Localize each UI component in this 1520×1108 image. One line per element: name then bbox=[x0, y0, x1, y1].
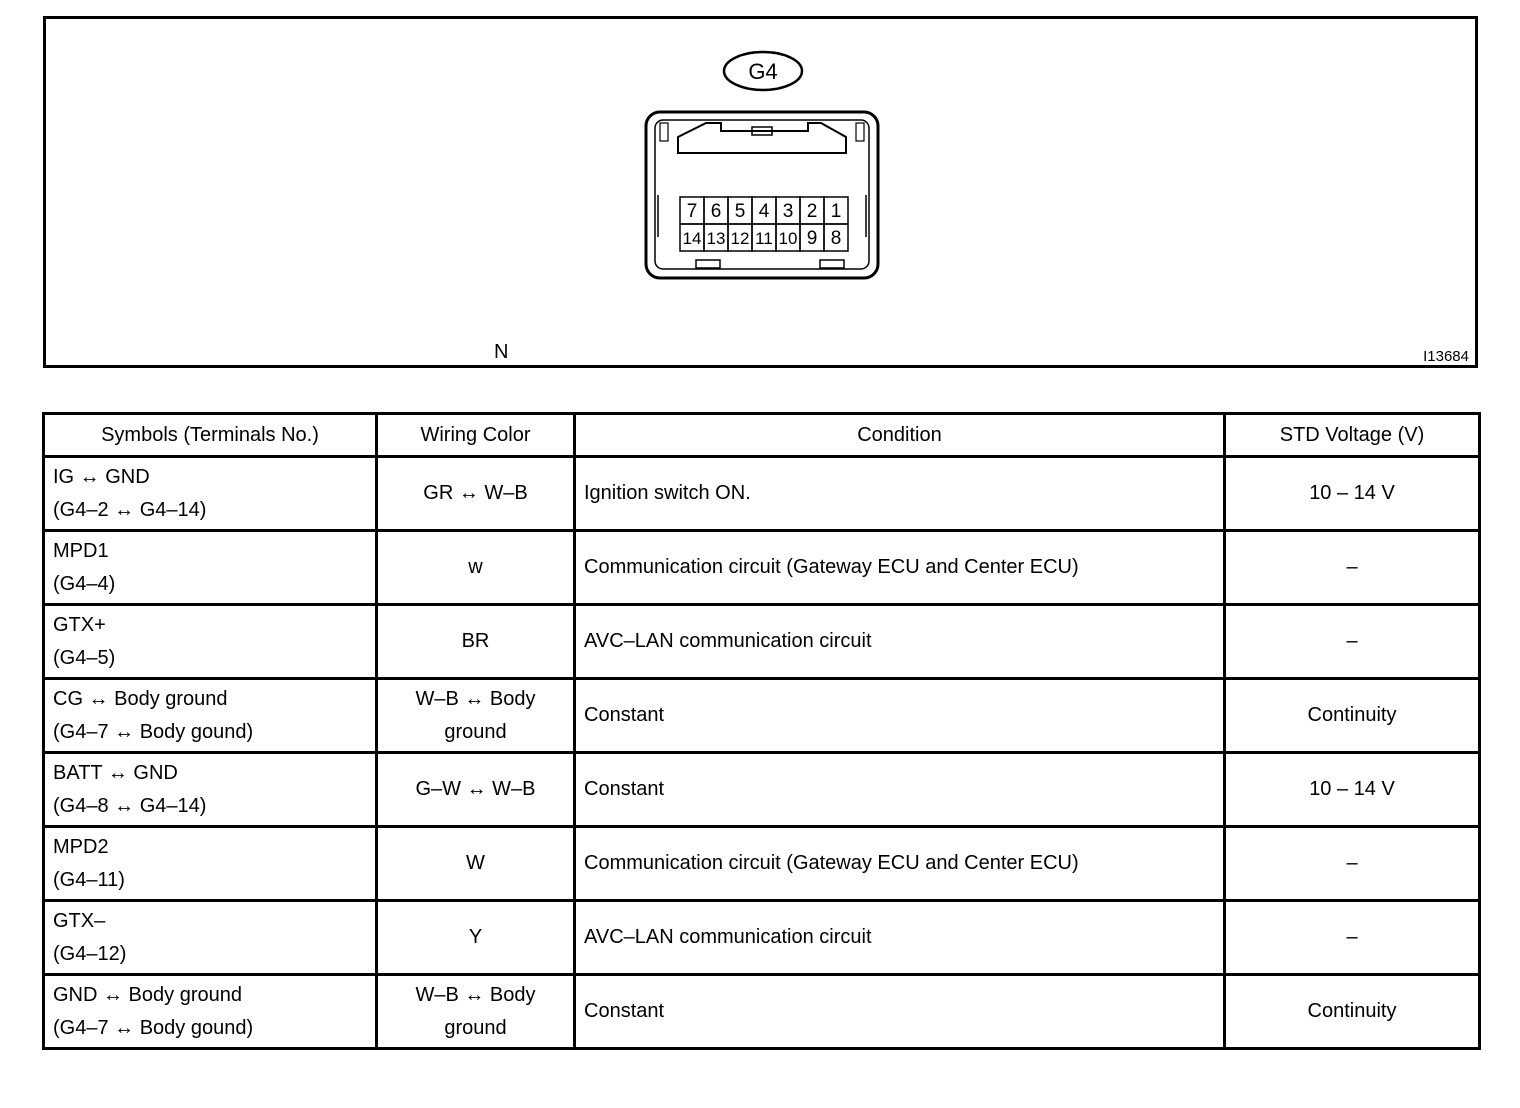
wiring-color-cell bbox=[377, 531, 575, 605]
condition-cell: Communication circuit (Gateway ECU and Center ECU) bbox=[575, 827, 1225, 901]
table-row bbox=[44, 975, 1480, 1049]
wiring-color: W bbox=[466, 852, 485, 874]
terminal-numbers: (G4–7 ↔ Body gound) bbox=[53, 720, 254, 743]
table-row bbox=[44, 827, 1480, 901]
pin-number: 5 bbox=[734, 201, 746, 222]
terminal-numbers: (G4–2 ↔ G4–14) bbox=[53, 498, 207, 521]
wiring-color: G–W ↔ W–B bbox=[415, 778, 536, 800]
std-voltage-cell: – bbox=[1225, 901, 1480, 975]
bottom-notch-left bbox=[696, 260, 720, 268]
pin-number: 13 bbox=[706, 229, 726, 248]
std-voltage-cell: – bbox=[1225, 605, 1480, 679]
pin-number: 1 bbox=[830, 201, 842, 222]
wiring-color-cell bbox=[377, 679, 575, 753]
wiring-color-continued: ground bbox=[444, 1016, 507, 1039]
symbol-cell bbox=[44, 753, 377, 827]
wiring-color: GR ↔ W–B bbox=[423, 482, 528, 504]
connector-diagram bbox=[46, 19, 1475, 365]
condition-cell: Constant bbox=[575, 975, 1225, 1049]
std-voltage-cell: – bbox=[1225, 827, 1480, 901]
symbol-name: BATT ↔ GND bbox=[53, 761, 178, 784]
symbol-name: MPD1 bbox=[53, 539, 109, 562]
pin-number: 9 bbox=[806, 228, 818, 249]
wiring-color: W–B ↔ Body bbox=[415, 687, 536, 710]
table-body bbox=[44, 457, 1480, 1049]
symbol-name: GTX+ bbox=[53, 613, 106, 636]
table-row bbox=[44, 753, 1480, 827]
figure-id: I13684 bbox=[1423, 348, 1469, 365]
std-voltage-cell: 10 – 14 V bbox=[1225, 457, 1480, 531]
terminal-numbers: (G4–12) bbox=[53, 942, 127, 965]
wiring-color: Y bbox=[468, 926, 483, 948]
header-std-voltage: STD Voltage (V) bbox=[1225, 414, 1480, 457]
table-row bbox=[44, 901, 1480, 975]
pin-number: 2 bbox=[806, 201, 818, 222]
figure-note: N bbox=[494, 341, 509, 363]
symbol-name: GND ↔ Body ground bbox=[53, 983, 242, 1006]
pin-number: 3 bbox=[782, 201, 794, 222]
wiring-color-cell bbox=[377, 827, 575, 901]
pin-number: 10 bbox=[778, 229, 798, 248]
wiring-color: w bbox=[468, 556, 483, 578]
bottom-notch-right bbox=[820, 260, 844, 268]
connector-figure bbox=[43, 16, 1478, 368]
wiring-color-cell bbox=[377, 975, 575, 1049]
condition-cell: Constant bbox=[575, 753, 1225, 827]
symbol-cell bbox=[44, 975, 377, 1049]
symbol-name: IG ↔ GND bbox=[53, 465, 150, 488]
table-row bbox=[44, 605, 1480, 679]
table-row bbox=[44, 679, 1480, 753]
symbol-cell bbox=[44, 679, 377, 753]
wiring-color-cell bbox=[377, 901, 575, 975]
terminal-numbers: (G4–8 ↔ G4–14) bbox=[53, 794, 207, 817]
pin-number: 4 bbox=[758, 201, 770, 222]
condition-cell: Ignition switch ON. bbox=[575, 457, 1225, 531]
wiring-color-cell bbox=[377, 605, 575, 679]
side-slot-right bbox=[856, 123, 864, 141]
symbol-name: GTX– bbox=[53, 909, 106, 932]
pin-grid bbox=[680, 197, 848, 251]
symbol-cell bbox=[44, 827, 377, 901]
std-voltage-cell: – bbox=[1225, 531, 1480, 605]
pin-number: 12 bbox=[730, 229, 750, 248]
wiring-color-continued: ground bbox=[444, 720, 507, 743]
std-voltage-cell: Continuity bbox=[1225, 975, 1480, 1049]
connector-housing bbox=[646, 112, 878, 278]
condition-cell: Constant bbox=[575, 679, 1225, 753]
connector-label: G4 bbox=[748, 59, 778, 84]
side-slot-left bbox=[660, 123, 668, 141]
wiring-color: W–B ↔ Body bbox=[415, 983, 536, 1006]
pin-number: 14 bbox=[682, 229, 702, 248]
wiring-color-cell bbox=[377, 753, 575, 827]
condition-cell: AVC–LAN communication circuit bbox=[575, 901, 1225, 975]
header-wiring-color: Wiring Color bbox=[377, 414, 575, 457]
symbol-cell bbox=[44, 457, 377, 531]
pin-number: 6 bbox=[710, 201, 722, 222]
symbol-cell bbox=[44, 531, 377, 605]
terminal-spec-table bbox=[42, 412, 1481, 1050]
pin-number: 11 bbox=[755, 229, 773, 248]
std-voltage-cell: 10 – 14 V bbox=[1225, 753, 1480, 827]
condition-cell: Communication circuit (Gateway ECU and Center ECU) bbox=[575, 531, 1225, 605]
condition-cell: AVC–LAN communication circuit bbox=[575, 605, 1225, 679]
terminal-numbers: (G4–11) bbox=[53, 868, 125, 891]
std-voltage-cell: Continuity bbox=[1225, 679, 1480, 753]
terminal-numbers: (G4–5) bbox=[53, 646, 116, 669]
symbol-cell bbox=[44, 605, 377, 679]
pin-number: 7 bbox=[686, 201, 698, 222]
wiring-color: BR bbox=[461, 630, 490, 652]
symbol-name: MPD2 bbox=[53, 835, 109, 858]
terminal-numbers: (G4–4) bbox=[53, 572, 116, 595]
symbol-cell bbox=[44, 901, 377, 975]
header-condition: Condition bbox=[575, 414, 1225, 457]
header-symbols: Symbols (Terminals No.) bbox=[44, 414, 377, 457]
table-row bbox=[44, 531, 1480, 605]
terminal-numbers: (G4–7 ↔ Body gound) bbox=[53, 1016, 254, 1039]
symbol-name: CG ↔ Body ground bbox=[53, 687, 228, 710]
table-header-row bbox=[44, 414, 1480, 457]
wiring-color-cell bbox=[377, 457, 575, 531]
table-row bbox=[44, 457, 1480, 531]
pin-number: 8 bbox=[830, 228, 842, 249]
